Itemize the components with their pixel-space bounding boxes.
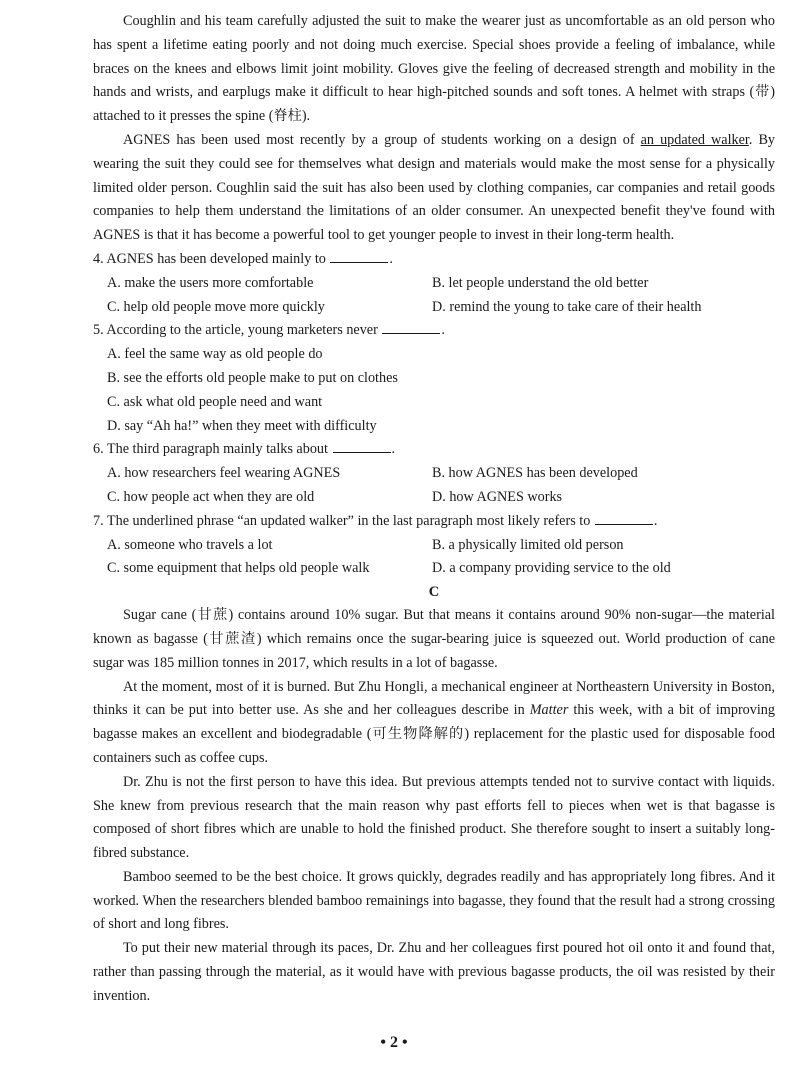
options-grid bbox=[93, 534, 775, 582]
stem-text: 7. The underlined phrase “an updated walker” in the last paragraph most likely refers to bbox=[93, 512, 591, 529]
option-a[interactable]: A. how researchers feel wearing AGNES bbox=[107, 465, 341, 482]
option-a[interactable]: A. make the users more comfortable bbox=[107, 274, 314, 291]
stem-text: 6. The third paragraph mainly talks about bbox=[93, 441, 328, 458]
passage-c-paragraph-5: To put their new material through its paces, Dr. Zhu and her colleagues first poured hot oil onto it and found that, rather than passing through the material, as it would have with previous bagasse products, the oil was resisted by their invention. bbox=[93, 940, 775, 1004]
passage-b-paragraph-2 bbox=[93, 129, 775, 248]
passage-c-paragraph-4: Bamboo seemed to be the best choice. It grows quickly, degrades readily and has appropriately long fibres. And it worked. When the researchers blended bamboo remainings into bagasse, they found that the result had a strong crossing of short and long fibres. bbox=[93, 868, 775, 933]
stem-end: . bbox=[441, 322, 445, 339]
option-b[interactable]: B. see the efforts old people make to put on clothes bbox=[107, 369, 398, 386]
stem-end: . bbox=[389, 250, 393, 267]
paragraph-text: AGNES has been used most recently by a group of students working on a design of bbox=[123, 131, 641, 148]
paragraph-text: this week, with a bit of improving bagasse makes an excellent and biodegradable (可生物降解的) replacement for the plastic used for disposable food containers such as coffee cups. bbox=[93, 702, 775, 766]
options-grid bbox=[93, 272, 775, 320]
passage-c-paragraph-2 bbox=[93, 676, 775, 771]
answer-blank[interactable] bbox=[333, 438, 391, 453]
stem-text: 4. AGNES has been developed mainly to bbox=[93, 250, 326, 267]
answer-blank[interactable] bbox=[330, 248, 388, 263]
option-c[interactable]: C. how people act when they are old bbox=[107, 488, 315, 505]
passage-c-paragraph-1: Sugar cane (甘蔗) contains around 10% sugar. But that means it contains around 90% non-sugar—the material known as bagasse (甘蔗渣) which remains once the sugar-bearing juice is squeezed out. World production of cane sugar was 185 million tonnes in 2017, which results in a lot of bagasse. bbox=[93, 607, 775, 671]
option-c[interactable]: C. help old people move more quickly bbox=[107, 298, 325, 315]
option-c[interactable]: C. some equipment that helps old people walk bbox=[107, 560, 370, 577]
option-d[interactable]: D. remind the young to take care of their health bbox=[432, 298, 702, 315]
stem-text: 5. According to the article, young marketers never bbox=[93, 322, 378, 339]
question-stem bbox=[93, 510, 775, 534]
option-d[interactable]: D. a company providing service to the old bbox=[432, 560, 671, 577]
page-number: • 2 • bbox=[380, 1034, 408, 1051]
question-stem bbox=[93, 319, 775, 343]
stem-end: . bbox=[391, 441, 396, 458]
page-content bbox=[93, 10, 775, 1009]
option-b[interactable]: B. let people understand the old better bbox=[432, 274, 649, 291]
passage-b-paragraph-1: Coughlin and his team carefully adjusted the suit to make the wearer just as uncomfortable as an old person who has spent a lifetime eating poorly and not doing much exercise. Special shoes provide a feeling of imbalance, while braces on the knees and elbows limit joint mobility. Gloves give the feeling of decreased strength and mobility in the hands and wrists, and earplugs make it difficult to hear high-pitched sounds and soft tones. A helmet with straps (带) attached to it presses the spine (脊柱). bbox=[93, 13, 775, 125]
question-5 bbox=[93, 319, 775, 438]
question-stem bbox=[93, 438, 775, 462]
question-7 bbox=[93, 510, 775, 581]
journal-name: Matter bbox=[529, 702, 569, 719]
option-b[interactable]: B. a physically limited old person bbox=[432, 536, 624, 553]
underlined-phrase: an updated walker bbox=[640, 131, 749, 148]
options-grid bbox=[93, 462, 775, 510]
option-d[interactable]: D. say “Ah ha!” when they meet with difficulty bbox=[107, 417, 377, 434]
section-heading: C bbox=[428, 584, 440, 601]
paragraph-text: At the moment, most of it is burned. But Zhu Hongli, a mechanical engineer at Northeastern University in Boston, thinks it can be put into better use. As she and her colleagues describe in bbox=[93, 678, 775, 719]
question-4 bbox=[93, 248, 775, 319]
stem-end: . bbox=[653, 512, 658, 529]
passage-c-paragraph-3: Dr. Zhu is not the first person to have this idea. But previous attempts tended not to survive contact with liquids. She knew from previous research that the main reason why past efforts fell to pieces when wet is that bagasse is composed of short fibres which are unable to hold the finished product. She therefore sought to insert a suitably long-fibred substance. bbox=[93, 773, 775, 862]
option-b[interactable]: B. how AGNES has been developed bbox=[432, 465, 638, 482]
question-stem bbox=[93, 248, 775, 272]
paragraph-text: . By wearing the suit they could see for themselves what design and materials would make the most sense for a physically limited older person. Coughlin said the suit has also been used by clothing companies, car companies and retail goods companies to help them understand the limitations of an older consumer. An unexpected benefit they've found with AGNES is that it has become a powerful tool to get younger people to invest in their long-term health. bbox=[93, 131, 775, 244]
answer-blank[interactable] bbox=[382, 319, 440, 334]
option-d[interactable]: D. how AGNES works bbox=[432, 488, 563, 505]
answer-blank[interactable] bbox=[595, 510, 653, 525]
question-6 bbox=[93, 438, 775, 509]
option-c[interactable]: C. ask what old people need and want bbox=[107, 393, 323, 410]
option-a[interactable]: A. feel the same way as old people do bbox=[107, 346, 323, 363]
option-a[interactable]: A. someone who travels a lot bbox=[107, 536, 273, 553]
